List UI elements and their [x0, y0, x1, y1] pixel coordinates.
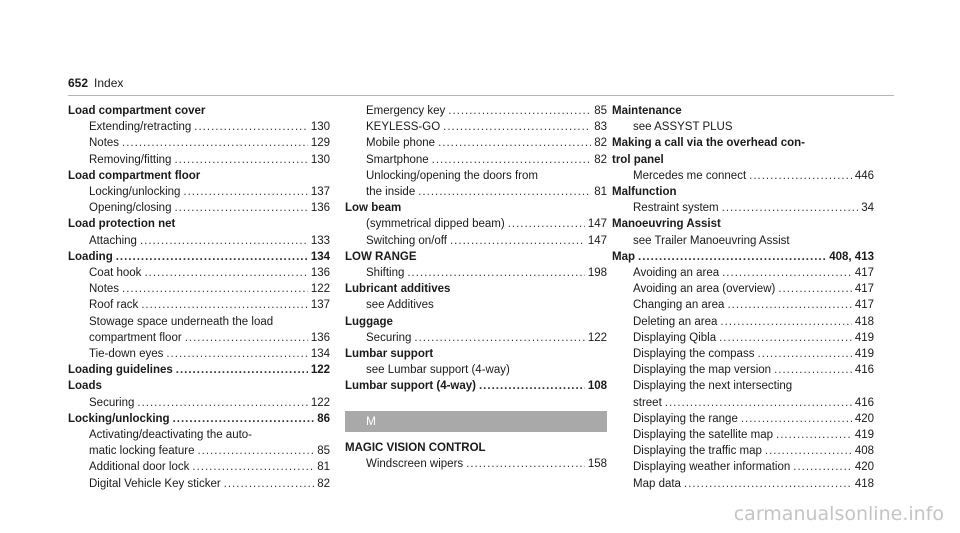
page-ref: 417 [854, 267, 874, 280]
page-ref: 122 [310, 283, 330, 296]
page-header [68, 76, 123, 90]
index-entry[interactable]: Avoiding an area (overview) ..... 417 [612, 281, 874, 297]
page-ref: 137 [310, 186, 330, 199]
page-ref: 82 [317, 477, 330, 490]
index-entry[interactable]: Deleting an area ..... 418 [612, 314, 874, 330]
index-entry[interactable]: Attaching ..... 133 [68, 233, 330, 249]
see-reference[interactable]: see ASSYST PLUS [633, 121, 733, 134]
index-entry[interactable]: Restraint system ..... 34 [612, 200, 874, 216]
page-ref: 420 [854, 412, 874, 425]
index-entry[interactable]: Displaying weather information ..... 420 [612, 459, 874, 475]
page-ref: 416 [854, 396, 874, 409]
index-entry[interactable]: Displaying the map version ..... 416 [612, 362, 874, 378]
index-entry[interactable]: Mercedes me connect ..... 446 [612, 168, 874, 184]
index-entry[interactable]: Locking/unlocking ..... 86 [68, 411, 330, 427]
index-entry[interactable]: Roof rack ..... 137 [68, 297, 330, 313]
index-entry[interactable]: Opening/closing ..... 136 [68, 200, 330, 216]
page-ref: 129 [310, 137, 330, 150]
index-heading: MAGIC VISION CONTROL [345, 441, 486, 454]
index-column-1 [68, 103, 330, 492]
index-heading: Low beam [345, 202, 402, 215]
page-ref: 136 [310, 267, 330, 280]
index-entry[interactable]: Windscreen wipers ..... 158 [345, 456, 607, 472]
index-entry[interactable]: Removing/fitting ..... 130 [68, 152, 330, 168]
page-ref: 34 [861, 202, 874, 215]
index-entry[interactable]: Coat hook ..... 136 [68, 265, 330, 281]
page-ref: 408, 413 [829, 250, 874, 263]
index-entry[interactable]: Switching on/off ..... 147 [345, 233, 607, 249]
index-column-2 [345, 103, 607, 472]
index-entry-text: Unlocking/opening the doors from [366, 169, 538, 182]
index-heading: Maintenance [612, 105, 682, 117]
index-heading: Malfunction [612, 186, 677, 199]
page-ref: 81 [317, 461, 330, 474]
page-ref: 419 [854, 348, 874, 361]
page-ref: 130 [310, 121, 330, 134]
index-entry[interactable]: Shifting ..... 198 [345, 265, 607, 281]
index-entry[interactable]: Displaying the compass ..... 419 [612, 346, 874, 362]
section-letter-bar: M [345, 411, 607, 432]
index-entry[interactable]: Additional door lock ..... 81 [68, 459, 330, 475]
page-ref: 81 [594, 186, 607, 199]
page-ref: 417 [854, 283, 874, 296]
see-reference[interactable]: see Trailer Manoeuvring Assist [633, 234, 790, 247]
see-reference[interactable]: see Lumbar support (4-way) [366, 364, 510, 377]
page-ref: 122 [310, 396, 330, 409]
index-entry[interactable]: Map data ..... 418 [612, 476, 874, 492]
index-entry[interactable]: Notes ..... 129 [68, 135, 330, 151]
index-entry[interactable]: Lumbar support (4-way) ..... 108 [345, 378, 607, 394]
page-ref: 418 [854, 315, 874, 328]
index-entry[interactable]: matic locking feature ..... 85 [68, 443, 330, 459]
page-ref: 85 [317, 445, 330, 458]
page-ref: 133 [310, 234, 330, 247]
index-entry[interactable]: Locking/unlocking ..... 137 [68, 184, 330, 200]
page-title: Index [94, 76, 124, 90]
index-entry[interactable]: Map ..... 408, 413 [612, 249, 874, 265]
index-entry[interactable]: Smartphone ..... 82 [345, 152, 607, 168]
index-heading: Lumbar support [345, 348, 434, 361]
page-ref: 147 [587, 218, 607, 231]
index-heading: Lubricant additives [345, 283, 451, 296]
index-entry[interactable]: (symmetrical dipped beam) ..... 147 [345, 216, 607, 232]
page-ref: 158 [587, 457, 607, 470]
page-ref: 130 [310, 153, 330, 166]
page-ref: 134 [310, 348, 330, 361]
page-ref: 147 [587, 234, 607, 247]
index-heading: Manoeuvring Assist [612, 218, 721, 231]
index-entry[interactable]: the inside ..... 81 [345, 184, 607, 200]
index-entry[interactable]: KEYLESS-GO ..... 83 [345, 119, 607, 135]
page-ref: 419 [854, 331, 874, 344]
page-ref: 419 [854, 429, 874, 442]
index-entry[interactable]: Displaying Qibla ..... 419 [612, 330, 874, 346]
index-heading: Luggage [345, 315, 393, 328]
index-heading: Load compartment floor [68, 169, 201, 182]
index-heading: Load protection net [68, 218, 176, 231]
page-ref: 418 [854, 477, 874, 490]
page-ref: 446 [854, 169, 874, 182]
index-entry[interactable]: Emergency key ..... 85 [345, 103, 607, 119]
page-ref: 408 [854, 445, 874, 458]
index-entry[interactable]: Tie-down eyes ..... 134 [68, 346, 330, 362]
page-ref: 82 [594, 137, 607, 150]
page-ref: 134 [310, 250, 330, 263]
page-ref: 420 [854, 461, 874, 474]
index-entry-text: Activating/deactivating the auto- [89, 429, 253, 442]
page-ref: 86 [317, 412, 330, 425]
see-reference[interactable]: see Additives [366, 299, 434, 312]
index-entry[interactable]: street ..... 416 [612, 395, 874, 411]
index-entry[interactable]: Loading guidelines ..... 122 [68, 362, 330, 378]
index-heading: Load compartment cover [68, 105, 206, 117]
page-number: 652 [68, 76, 89, 90]
page-ref: 83 [594, 121, 607, 134]
page-ref: 136 [310, 202, 330, 215]
index-entry[interactable]: Avoiding an area ..... 417 [612, 265, 874, 281]
index-entry[interactable]: Extending/retracting ..... 130 [68, 119, 330, 135]
index-entry[interactable]: Securing ..... 122 [68, 395, 330, 411]
index-entry[interactable]: Digital Vehicle Key sticker ..... 82 [68, 476, 330, 492]
index-entry[interactable]: Displaying the range ..... 420 [612, 411, 874, 427]
page-ref: 108 [587, 380, 607, 393]
index-heading: LOW RANGE [345, 250, 417, 263]
index-entry[interactable]: Mobile phone ..... 82 [345, 135, 607, 151]
index-entry[interactable]: Displaying the satellite map ..... 419 [612, 427, 874, 443]
index-entry-text: Displaying the next intersecting [633, 380, 793, 393]
index-heading: Loads [68, 380, 102, 393]
index-entry[interactable]: Loading ..... 134 [68, 249, 330, 265]
index-column-3 [612, 103, 874, 492]
page-ref: 136 [310, 331, 330, 344]
page-ref: 417 [854, 299, 874, 312]
index-heading: trol panel [612, 153, 664, 166]
index-entry[interactable]: Displaying the traffic map ..... 408 [612, 443, 874, 459]
page-ref: 122 [587, 331, 607, 344]
header-divider [68, 95, 894, 96]
index-entry-text: Stowage space underneath the load [89, 315, 274, 328]
index-entry[interactable]: compartment floor ..... 136 [68, 330, 330, 346]
index-heading: Making a call via the overhead con- [612, 137, 806, 150]
index-entry[interactable]: Securing ..... 122 [345, 330, 607, 346]
index-entry[interactable]: Notes ..... 122 [68, 281, 330, 297]
page-ref: 82 [594, 153, 607, 166]
page-ref: 137 [310, 299, 330, 312]
index-entry[interactable]: Changing an area ..... 417 [612, 297, 874, 313]
watermark: carmanualsonline.info [733, 503, 944, 525]
page-ref: 85 [594, 105, 607, 117]
page-ref: 198 [587, 267, 607, 280]
page-ref: 122 [310, 364, 330, 377]
page-ref: 416 [854, 364, 874, 377]
